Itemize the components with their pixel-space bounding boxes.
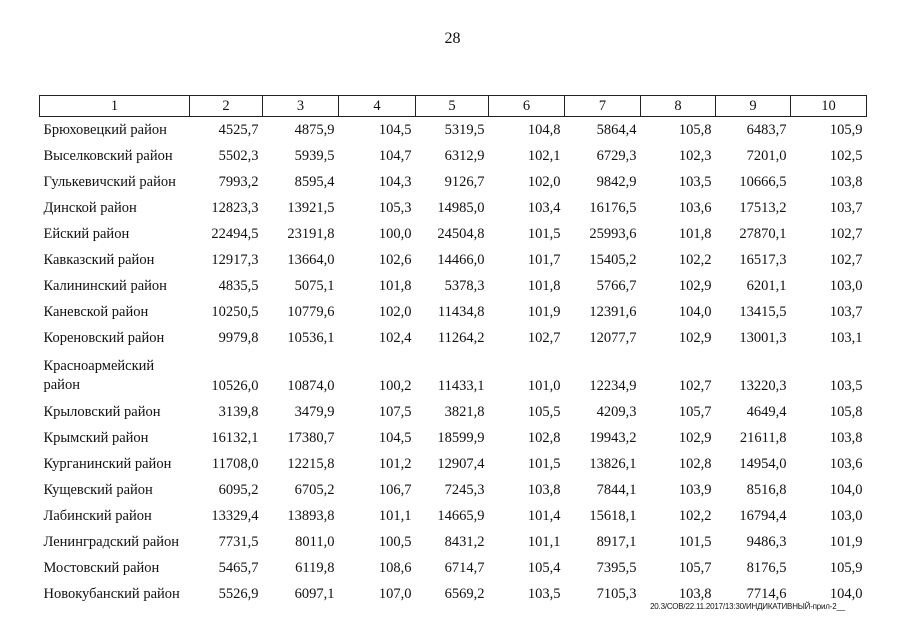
- value-cell-col-5: 14665,9: [437, 507, 485, 524]
- value-cell-col-4: 101,2: [378, 455, 412, 472]
- value-cell-col-3: 3479,9: [294, 403, 335, 420]
- value-cell-col-5: 6569,2: [444, 585, 485, 602]
- value-cell-col-3: 13921,5: [287, 199, 335, 216]
- value-cell-col-8: 103,8: [678, 585, 712, 602]
- value-cell-col-8: 104,0: [678, 303, 712, 320]
- district-name-cell: Новокубанский район: [43, 585, 180, 602]
- value-cell-col-9: 6483,7: [746, 121, 787, 138]
- value-cell-col-8: 105,8: [678, 121, 712, 138]
- value-cell-col-10: 105,9: [829, 559, 863, 576]
- value-cell-col-5: 12907,4: [437, 455, 485, 472]
- table-row: [40, 221, 867, 247]
- value-cell-col-7: 12234,9: [589, 378, 637, 394]
- value-cell-col-6: 101,9: [527, 303, 561, 320]
- value-cell-col-4: 104,5: [378, 429, 412, 446]
- value-cell-col-5: 6312,9: [444, 147, 485, 164]
- value-cell-col-5: 14466,0: [437, 251, 485, 268]
- value-cell-col-4: 107,0: [378, 585, 412, 602]
- value-cell-col-8: 102,7: [678, 378, 712, 394]
- value-cell-col-2: 3139,8: [218, 403, 259, 420]
- value-cell-col-8: 105,7: [678, 403, 712, 420]
- value-cell-col-2: 10250,5: [211, 303, 259, 320]
- value-cell-col-6: 105,4: [527, 559, 561, 576]
- district-name-cell: Крыловский район: [43, 403, 161, 420]
- column-header-2: 2: [190, 96, 263, 117]
- value-cell-col-7: 15618,1: [589, 507, 637, 524]
- value-cell-col-5: 5378,3: [444, 277, 485, 294]
- value-cell-col-10: 103,1: [829, 329, 863, 346]
- value-cell-col-5: 6714,7: [444, 559, 485, 576]
- value-cell-col-9: 4649,4: [746, 403, 787, 420]
- district-name-cell: Кущевский район: [43, 481, 153, 498]
- value-cell-col-2: 7731,5: [218, 533, 259, 550]
- value-cell-col-7: 5864,4: [596, 121, 637, 138]
- value-cell-col-6: 105,5: [527, 403, 561, 420]
- value-cell-col-7: 4209,3: [596, 403, 637, 420]
- table-row: [40, 555, 867, 581]
- value-cell-col-9: 8176,5: [746, 559, 787, 576]
- value-cell-col-4: 100,0: [378, 225, 412, 242]
- table-row: [40, 169, 867, 195]
- value-cell-col-8: 101,8: [678, 225, 712, 242]
- district-name-cell: Динской район: [43, 199, 137, 216]
- value-cell-col-4: 100,5: [378, 533, 412, 550]
- district-name-cell: Кореновский район: [43, 329, 165, 346]
- value-cell-col-7: 16176,5: [589, 199, 637, 216]
- value-cell-col-10: 102,7: [829, 225, 863, 242]
- value-cell-col-4: 101,1: [378, 507, 412, 524]
- value-cell-col-9: 14954,0: [739, 455, 787, 472]
- value-cell-col-2: 12823,3: [211, 199, 259, 216]
- value-cell-col-6: 103,4: [527, 199, 561, 216]
- value-cell-col-7: 8917,1: [596, 533, 637, 550]
- value-cell-col-9: 7714,6: [746, 585, 787, 602]
- value-cell-col-8: 102,8: [678, 455, 712, 472]
- value-cell-col-2: 5526,9: [218, 585, 259, 602]
- column-header-6: 6: [489, 96, 565, 117]
- district-name-cell: Красноармейский район: [43, 358, 155, 393]
- value-cell-col-10: 103,0: [829, 277, 863, 294]
- value-cell-col-4: 100,2: [378, 378, 412, 394]
- value-cell-col-5: 8431,2: [444, 533, 485, 550]
- value-cell-col-2: 7993,2: [218, 173, 259, 190]
- value-cell-col-3: 23191,8: [287, 225, 335, 242]
- value-cell-col-5: 7245,3: [444, 481, 485, 498]
- district-name-cell: Кавказский район: [43, 251, 155, 268]
- value-cell-col-10: 102,5: [829, 147, 863, 164]
- value-cell-col-9: 17513,2: [739, 199, 787, 216]
- value-cell-col-6: 101,1: [527, 533, 561, 550]
- value-cell-col-10: 103,5: [829, 378, 863, 394]
- value-cell-col-8: 101,5: [678, 533, 712, 550]
- value-cell-col-9: 13001,3: [739, 329, 787, 346]
- column-header-7: 7: [565, 96, 641, 117]
- value-cell-col-5: 11264,2: [437, 329, 485, 346]
- value-cell-col-3: 13893,8: [287, 507, 335, 524]
- value-cell-col-3: 13664,0: [287, 251, 335, 268]
- value-cell-col-4: 104,3: [378, 173, 412, 190]
- value-cell-col-2: 22494,5: [211, 225, 259, 242]
- value-cell-col-8: 102,9: [678, 277, 712, 294]
- value-cell-col-6: 101,0: [527, 378, 561, 394]
- table-row: [40, 325, 867, 351]
- value-cell-col-4: 105,3: [378, 199, 412, 216]
- value-cell-col-7: 5766,7: [596, 277, 637, 294]
- value-cell-col-9: 13220,3: [739, 378, 787, 394]
- value-cell-col-4: 102,0: [378, 303, 412, 320]
- table-row: [40, 195, 867, 221]
- column-header-10: 10: [791, 96, 867, 117]
- value-cell-col-5: 18599,9: [437, 429, 485, 446]
- value-cell-col-3: 6097,1: [294, 585, 335, 602]
- value-cell-col-6: 101,8: [527, 277, 561, 294]
- value-cell-col-6: 102,7: [527, 329, 561, 346]
- value-cell-col-5: 24504,8: [437, 225, 485, 242]
- value-cell-col-6: 104,8: [527, 121, 561, 138]
- value-cell-col-10: 105,9: [829, 121, 863, 138]
- value-cell-col-9: 9486,3: [746, 533, 787, 550]
- table-row: [40, 247, 867, 273]
- column-header-4: 4: [339, 96, 416, 117]
- value-cell-col-3: 10779,6: [287, 303, 335, 320]
- district-name-cell: Каневской район: [43, 303, 149, 320]
- value-cell-col-6: 101,5: [527, 455, 561, 472]
- value-cell-col-4: 102,6: [378, 251, 412, 268]
- value-cell-col-7: 25993,6: [589, 225, 637, 242]
- value-cell-col-3: 6119,8: [295, 559, 335, 576]
- page-number: 28: [444, 30, 461, 47]
- value-cell-col-5: 14985,0: [437, 199, 485, 216]
- value-cell-col-3: 5939,5: [294, 147, 335, 164]
- value-cell-col-10: 104,0: [829, 585, 863, 602]
- table-row: [40, 425, 867, 451]
- value-cell-col-6: 101,5: [527, 225, 561, 242]
- value-cell-col-4: 102,4: [378, 329, 412, 346]
- value-cell-col-7: 7395,5: [596, 559, 637, 576]
- table-row: [40, 273, 867, 299]
- column-header-3: 3: [263, 96, 339, 117]
- value-cell-col-3: 17380,7: [287, 429, 335, 446]
- value-cell-col-8: 103,5: [678, 173, 712, 190]
- value-cell-col-2: 4835,5: [218, 277, 259, 294]
- value-cell-col-3: 8011,0: [295, 533, 335, 550]
- value-cell-col-7: 6729,3: [596, 147, 637, 164]
- value-cell-col-2: 12917,3: [211, 251, 259, 268]
- value-cell-col-6: 102,8: [527, 429, 561, 446]
- value-cell-col-5: 9126,7: [444, 173, 485, 190]
- table-row: [40, 299, 867, 325]
- table-row: [40, 143, 867, 169]
- district-name-cell: Мостовский район: [43, 559, 160, 576]
- table-body: [40, 117, 867, 608]
- value-cell-col-10: 103,8: [829, 429, 863, 446]
- value-cell-col-9: 16517,3: [739, 251, 787, 268]
- value-cell-col-10: 103,7: [829, 199, 863, 216]
- value-cell-col-9: 13415,5: [739, 303, 787, 320]
- value-cell-col-7: 9842,9: [596, 173, 637, 190]
- district-indicators-table: [39, 95, 867, 607]
- value-cell-col-2: 16132,1: [211, 429, 259, 446]
- value-cell-col-10: 104,0: [829, 481, 863, 498]
- value-cell-col-2: 10526,0: [211, 378, 259, 394]
- value-cell-col-6: 102,0: [527, 173, 561, 190]
- value-cell-col-2: 4525,7: [218, 121, 259, 138]
- value-cell-col-6: 103,8: [527, 481, 561, 498]
- table-row: [40, 503, 867, 529]
- column-header-1: 1: [40, 96, 190, 117]
- district-name-cell: Гулькевичский район: [43, 173, 176, 190]
- value-cell-col-6: 102,1: [527, 147, 561, 164]
- column-header-8: 8: [641, 96, 716, 117]
- value-cell-col-7: 7105,3: [596, 585, 637, 602]
- value-cell-col-2: 5502,3: [218, 147, 259, 164]
- value-cell-col-8: 102,9: [678, 429, 712, 446]
- value-cell-col-8: 102,9: [678, 329, 712, 346]
- table-row: [40, 477, 867, 503]
- value-cell-col-3: 10536,1: [287, 329, 335, 346]
- table-row: [40, 399, 867, 425]
- value-cell-col-3: 12215,8: [287, 455, 335, 472]
- value-cell-col-6: 101,7: [527, 251, 561, 268]
- value-cell-col-3: 5075,1: [294, 277, 335, 294]
- value-cell-col-9: 7201,0: [746, 147, 787, 164]
- value-cell-col-3: 8595,4: [294, 173, 335, 190]
- value-cell-col-9: 8516,8: [746, 481, 787, 498]
- district-name-cell: Брюховецкий район: [43, 121, 167, 138]
- district-name-cell: Курганинский район: [43, 455, 172, 472]
- value-cell-col-10: 103,0: [829, 507, 863, 524]
- value-cell-col-9: 6201,1: [746, 277, 787, 294]
- value-cell-col-4: 101,8: [378, 277, 412, 294]
- district-name-cell: Калининский район: [43, 277, 167, 294]
- value-cell-col-10: 102,7: [829, 251, 863, 268]
- value-cell-col-4: 106,7: [378, 481, 412, 498]
- value-cell-col-10: 105,8: [829, 403, 863, 420]
- value-cell-col-5: 11434,8: [437, 303, 485, 320]
- value-cell-col-7: 19943,2: [589, 429, 637, 446]
- column-header-5: 5: [416, 96, 489, 117]
- value-cell-col-6: 103,5: [527, 585, 561, 602]
- value-cell-col-2: 6095,2: [218, 481, 259, 498]
- value-cell-col-10: 103,8: [829, 173, 863, 190]
- district-name-cell: Выселковский район: [43, 147, 173, 164]
- district-name-cell: Крымский район: [43, 429, 149, 446]
- value-cell-col-5: 11433,1: [437, 378, 485, 394]
- value-cell-col-8: 103,9: [678, 481, 712, 498]
- value-cell-col-6: 101,4: [527, 507, 561, 524]
- value-cell-col-7: 13826,1: [589, 455, 637, 472]
- value-cell-col-9: 16794,4: [739, 507, 787, 524]
- value-cell-col-4: 104,7: [378, 147, 412, 164]
- value-cell-col-5: 3821,8: [444, 403, 485, 420]
- table-row: [40, 451, 867, 477]
- value-cell-col-7: 15405,2: [589, 251, 637, 268]
- value-cell-col-4: 104,5: [378, 121, 412, 138]
- value-cell-col-2: 13329,4: [211, 507, 259, 524]
- value-cell-col-8: 105,7: [678, 559, 712, 576]
- header-row: [40, 96, 867, 117]
- district-name-cell: Лабинский район: [43, 507, 152, 524]
- value-cell-col-10: 101,9: [829, 533, 863, 550]
- value-cell-col-8: 103,6: [678, 199, 712, 216]
- value-cell-col-10: 103,7: [829, 303, 863, 320]
- district-name-cell: Ленинградский район: [43, 533, 180, 550]
- table-row: [40, 351, 867, 399]
- value-cell-col-3: 4875,9: [294, 121, 335, 138]
- value-cell-col-2: 9979,8: [218, 329, 259, 346]
- value-cell-col-2: 5465,7: [218, 559, 259, 576]
- value-cell-col-4: 108,6: [378, 559, 412, 576]
- value-cell-col-8: 102,2: [678, 251, 712, 268]
- value-cell-col-7: 7844,1: [596, 481, 637, 498]
- value-cell-col-7: 12391,6: [589, 303, 637, 320]
- value-cell-col-8: 102,3: [678, 147, 712, 164]
- value-cell-col-2: 11708,0: [211, 455, 259, 472]
- table-header: [40, 96, 867, 117]
- column-header-9: 9: [716, 96, 791, 117]
- value-cell-col-3: 6705,2: [294, 481, 335, 498]
- value-cell-col-9: 27870,1: [739, 225, 787, 242]
- value-cell-col-9: 21611,8: [739, 429, 787, 446]
- value-cell-col-10: 103,6: [829, 455, 863, 472]
- value-cell-col-5: 5319,5: [444, 121, 485, 138]
- document-footer-code: 20.3/СОВ/22.11.2017/13:30/ИНДИКАТИВНЫЙ-прил-2__: [650, 602, 845, 611]
- value-cell-col-9: 10666,5: [739, 173, 787, 190]
- table-row: [40, 117, 867, 144]
- value-cell-col-8: 102,2: [678, 507, 712, 524]
- value-cell-col-4: 107,5: [378, 403, 412, 420]
- table-row: [40, 529, 867, 555]
- value-cell-col-7: 12077,7: [589, 329, 637, 346]
- district-name-cell: Ейский район: [43, 225, 130, 242]
- value-cell-col-3: 10874,0: [287, 378, 335, 394]
